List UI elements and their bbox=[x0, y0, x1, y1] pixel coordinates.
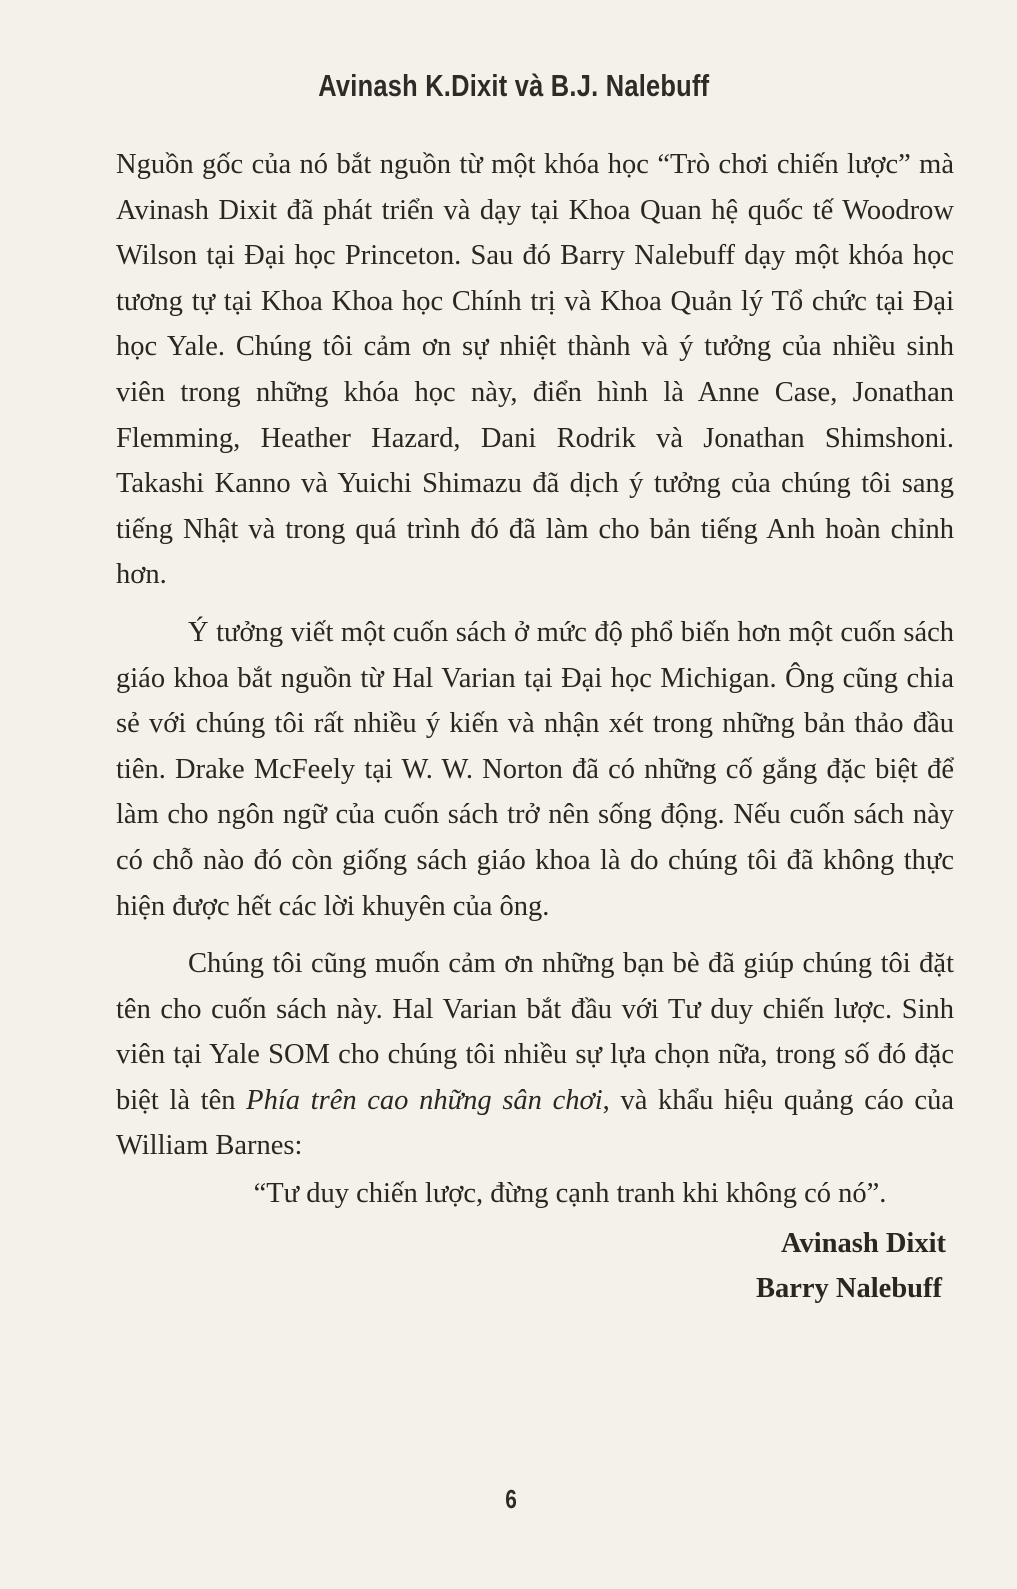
slogan-quote: “Tư duy chiến lược, đừng cạnh tranh khi không có nó”. bbox=[253, 1178, 887, 1210]
running-header: Avinash K.Dixit và B.J. Nalebuff bbox=[318, 68, 710, 103]
paragraph-origin: Nguồn gốc của nó bắt nguồn từ một khóa học “Trò chơi chiến lược” mà Avinash Dixit đã phát triển và dạy tại Khoa Quan hệ quốc tế Woodrow Wilson tại Đại học Princeton. Sau đó Barry Nalebuff dạy một khóa học tương tự tại Khoa Khoa học Chính trị và Khoa Quản lý Tổ chức tại Đại học Yale. Chúng tôi cảm ơn sự nhiệt thành và ý tưởng của nhiều sinh viên trong những khóa học này, điển hình là Anne Case, Jonathan Flemming, Heather Hazard, Dani Rodrik và Jonathan Shimshoni. Takashi Kanno và Yuichi Shimazu đã dịch ý tưởng của chúng tôi sang tiếng Nhật và trong quá trình đó đã làm cho bản tiếng Anh hoàn chỉnh hơn. bbox=[116, 149, 954, 591]
body-text bbox=[116, 142, 954, 1312]
book-title-italic: Phía trên cao những sân chơi bbox=[246, 1084, 603, 1116]
page-number: 6 bbox=[505, 1484, 517, 1514]
paragraph-title-thanks-text: Chúng tôi cũng muốn cảm ơn những bạn bè đã giúp chúng tôi đặt tên cho cuốn sách này. Hal Varian bắt đầu với Tư duy chiến lược. Sinh viên tại Yale SOM cho chúng tôi nhiều sự lựa chọn nữa, trong số đó đặc biệt là tên bbox=[116, 948, 954, 1116]
paragraph-title-thanks bbox=[116, 941, 954, 1169]
signature-barry-nalebuff: Barry Nalebuff bbox=[755, 1273, 942, 1305]
paragraph-popular-book: Ý tưởng viết một cuốn sách ở mức độ phổ biến hơn một cuốn sách giáo khoa bắt nguồn từ Hal Varian tại Đại học Michigan. Ông cũng chia sẻ với chúng tôi rất nhiều ý kiến và nhận xét trong những bản thảo đầu tiên. Drake McFeely tại W. W. Norton đã có những cố gắng đặc biệt để làm cho ngôn ngữ của cuốn sách trở nên sống động. Nếu cuốn sách này có chỗ nào đó còn giống sách giáo khoa là do chúng tôi đã không thực hiện được hết các lời khuyên của ông. bbox=[116, 616, 954, 922]
signature-avinash-dixit: Avinash Dixit bbox=[781, 1227, 946, 1259]
paragraph-title-thanks-tail: , và khẩu hiệu quảng cáo của William Barnes: bbox=[116, 1084, 954, 1162]
